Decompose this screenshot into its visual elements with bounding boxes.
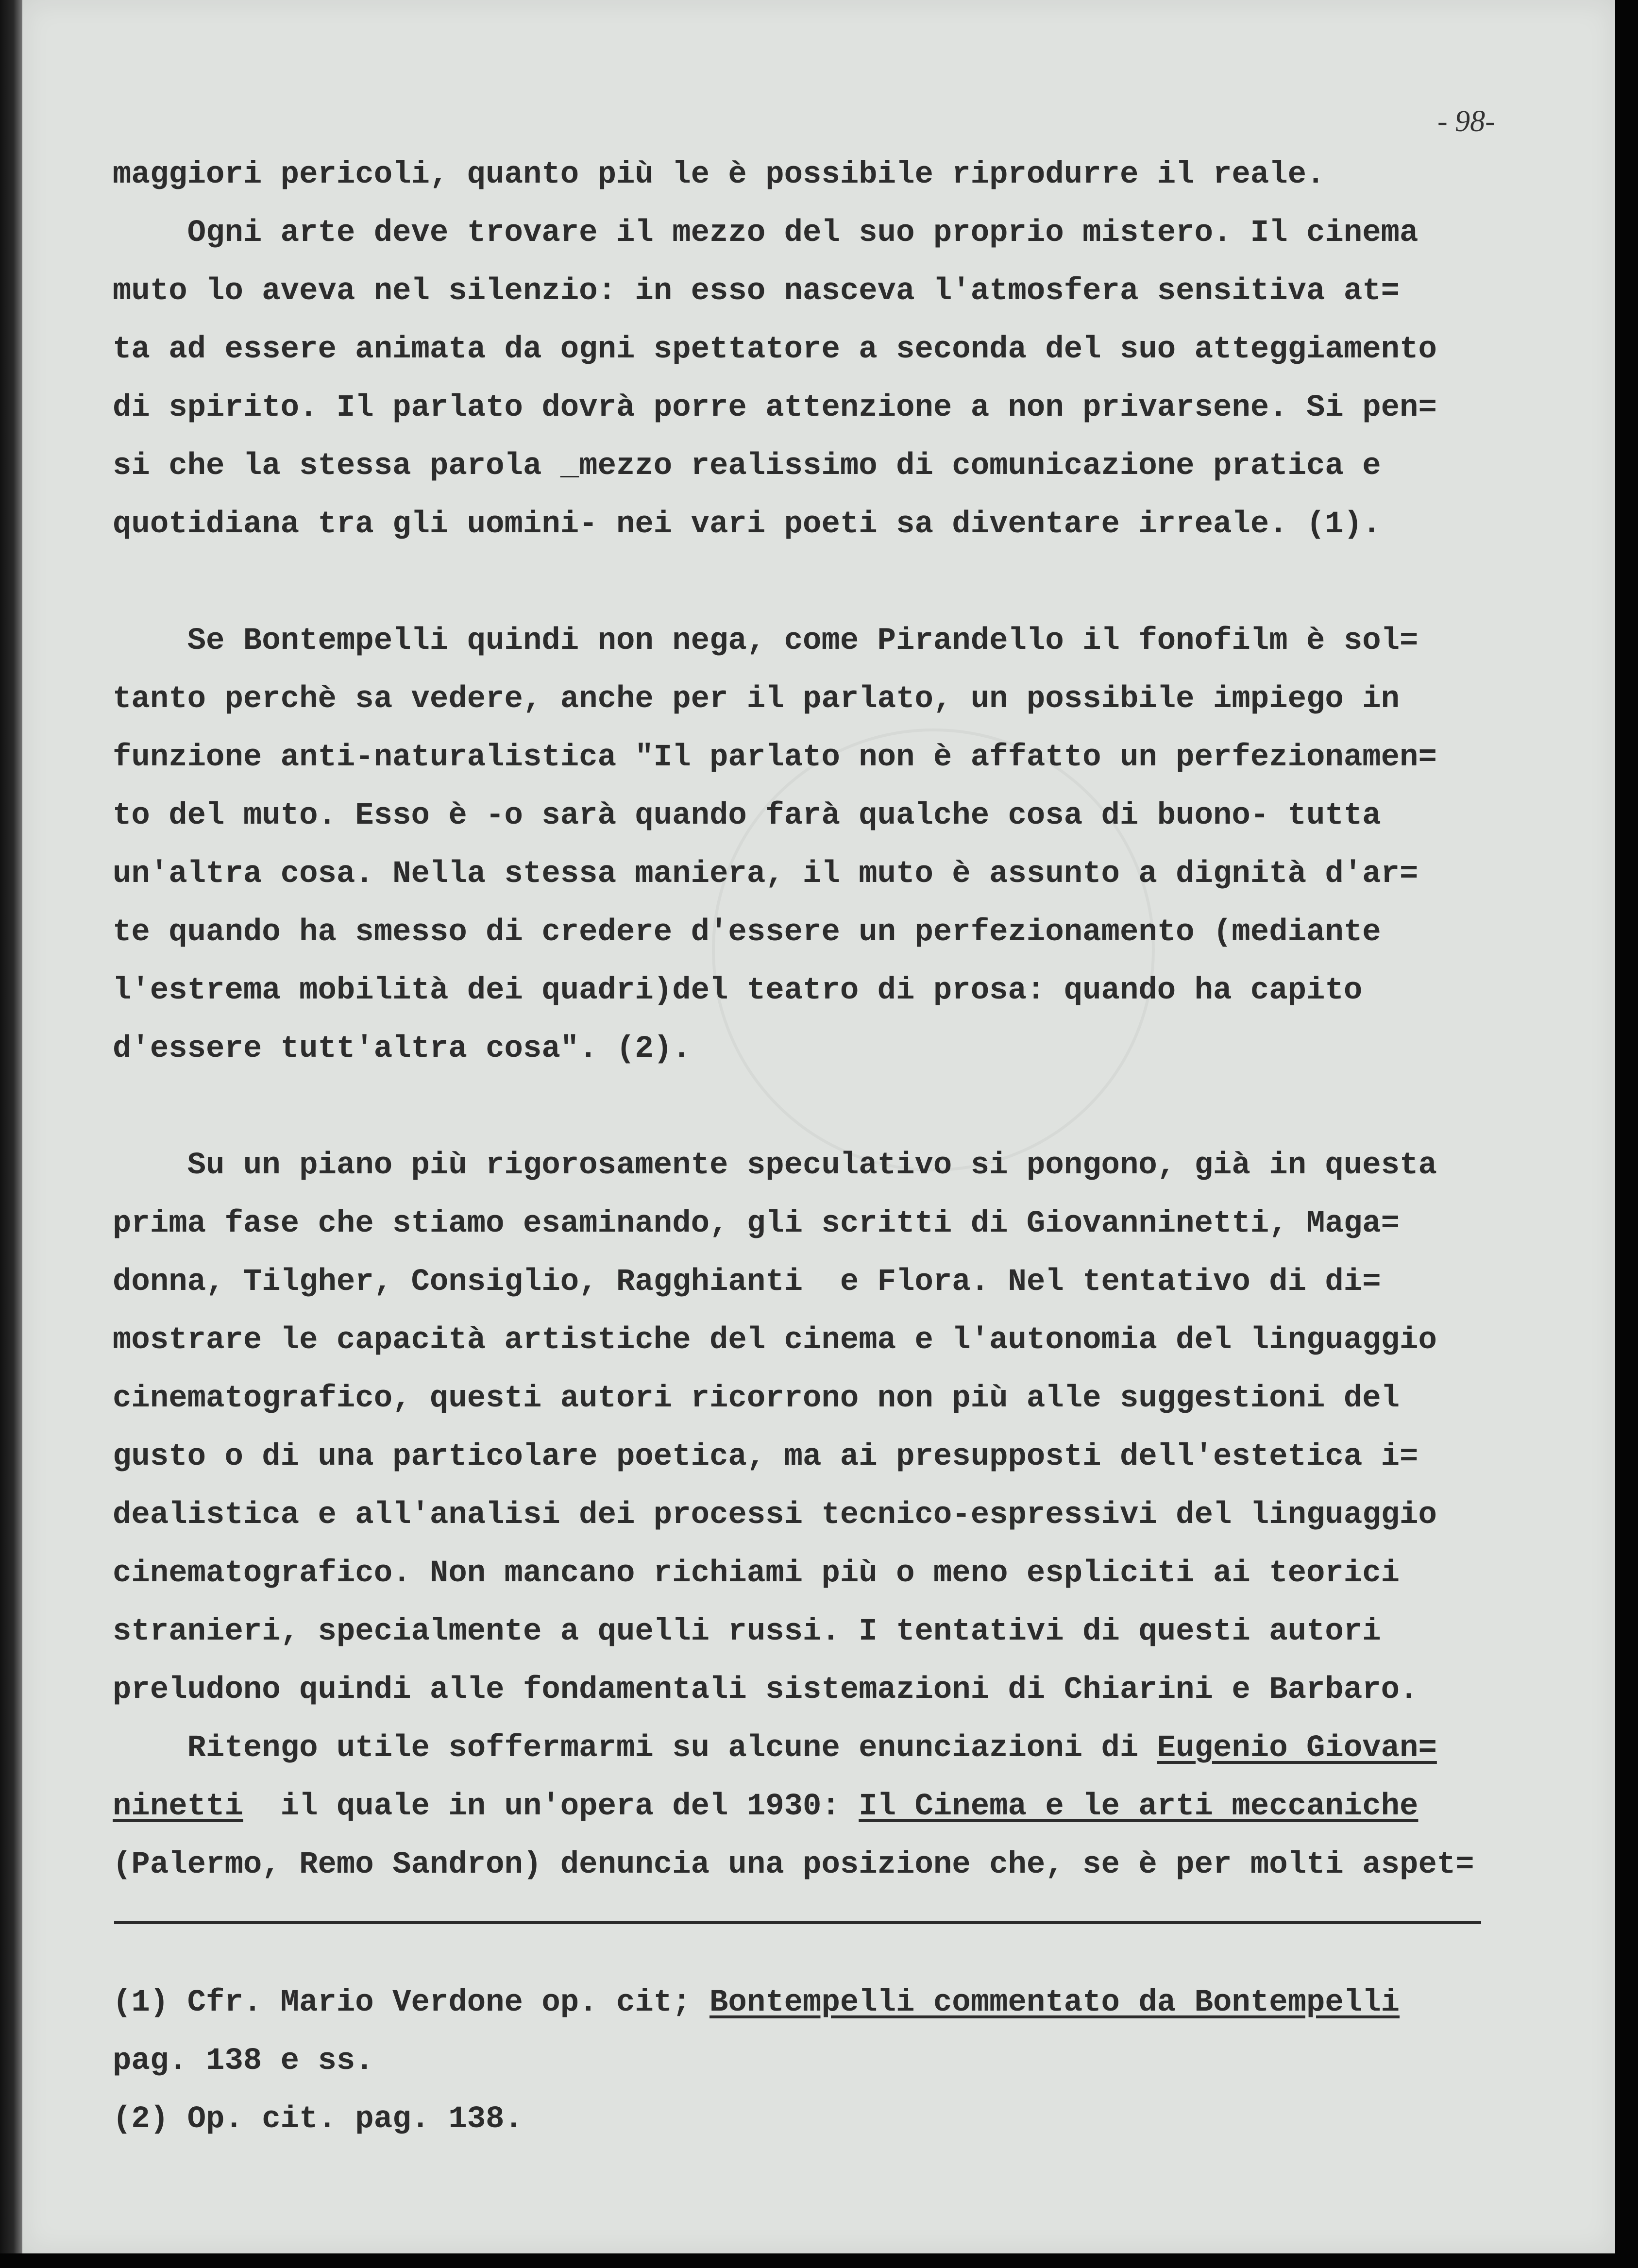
text-line [113, 1311, 1521, 1370]
line-text: di spirito. Il parlato dovrà porre attenzione a non privarsene. Si pen= [113, 390, 1437, 425]
text-line [113, 1544, 1521, 1603]
footnote-separator [114, 1921, 1481, 1924]
scan-bottom-edge [0, 2253, 1638, 2268]
text-line [113, 1486, 1521, 1544]
text-line [113, 1603, 1521, 1661]
text-line [113, 1777, 1521, 1836]
line-text: Ogni arte deve trovare il mezzo del suo proprio mistero. Il cinema [113, 216, 1418, 251]
line-text: Se Bontempelli quindi non nega, come Pirandello il fonofilm è sol= [113, 624, 1418, 659]
text-line [113, 1195, 1521, 1253]
line-text: il quale in un'opera del 1930: [243, 1789, 859, 1824]
scan-left-edge [0, 0, 22, 2268]
line-text: gusto o di una particolare poetica, ma ai presupposti dell'estetica i= [113, 1439, 1418, 1474]
paragraph-gap [113, 1078, 1521, 1136]
line-text: (1) Cfr. Mario Verdone op. cit; [113, 1985, 709, 2020]
line-text: Ritengo utile soffermarmi su alcune enunciazioni di [113, 1731, 1157, 1766]
line-text: Su un piano più rigorosamente speculativo si pongono, già in questa [113, 1148, 1437, 1183]
text-line [113, 1253, 1521, 1311]
underlined-title: Eugenio Giovan= [1157, 1731, 1437, 1766]
text-line [113, 845, 1521, 903]
line-text: maggiori pericoli, quanto più le è possibile riprodurre il reale. [113, 157, 1325, 192]
line-text: ta ad essere animata da ogni spettatore a seconda del suo atteggiamento [113, 332, 1437, 367]
footnote-line [113, 2032, 1521, 2091]
text-line [113, 962, 1521, 1020]
footnote-line [113, 2091, 1521, 2149]
text-line [113, 612, 1521, 670]
text-line [113, 1719, 1521, 1777]
text-line [113, 495, 1521, 554]
text-line [113, 1428, 1521, 1486]
line-text: si che la stessa parola _mezzo realissimo di comunicazione pratica e [113, 449, 1381, 484]
body-text [113, 146, 1521, 1894]
underlined-title: Il Cinema e le arti meccaniche [859, 1789, 1418, 1824]
text-line [113, 321, 1521, 379]
line-text: l'estrema mobilità dei quadri)del teatro di prosa: quando ha capito [113, 973, 1363, 1008]
line-text: cinematografico, questi autori ricorrono non più alle suggestioni del [113, 1381, 1400, 1416]
footnote-line [113, 1974, 1521, 2032]
line-text: tanto perchè sa vedere, anche per il parlato, un possibile impiego in [113, 682, 1400, 717]
text-line [113, 787, 1521, 845]
line-text: te quando ha smesso di credere d'essere un perfezionamento (mediante [113, 915, 1381, 950]
text-line [113, 1136, 1521, 1195]
line-text: cinematografico. Non mancano richiami più o meno espliciti ai teorici [113, 1556, 1400, 1591]
paragraph-gap [113, 554, 1521, 612]
text-line [113, 670, 1521, 728]
line-text: dealistica e all'analisi dei processi tecnico-espressivi del linguaggio [113, 1498, 1437, 1533]
line-text: to del muto. Esso è -o sarà quando farà qualche cosa di buono- tutta [113, 798, 1381, 833]
line-text: prima fase che stiamo esaminando, gli scritti di Giovanninetti, Maga= [113, 1206, 1400, 1241]
page-number: - 98- [1437, 105, 1495, 138]
line-text: donna, Tilgher, Consiglio, Ragghianti e Flora. Nel tentativo di di= [113, 1265, 1381, 1300]
line-text: d'essere tutt'altra cosa". (2). [113, 1032, 691, 1066]
text-line [113, 728, 1521, 787]
text-line [113, 903, 1521, 962]
line-text: un'altra cosa. Nella stessa maniera, il muto è assunto a dignità d'ar= [113, 857, 1418, 892]
line-text: mostrare le capacità artistiche del cinema e l'autonomia del linguaggio [113, 1323, 1437, 1358]
scan-right-edge [1615, 0, 1638, 2268]
line-text: pag. 138 e ss. [113, 2044, 374, 2079]
text-line [113, 1020, 1521, 1078]
underlined-title: Bontempelli commentato da Bontempelli [709, 1985, 1400, 2020]
text-line [113, 379, 1521, 437]
line-text: quotidiana tra gli uomini- nei vari poeti sa diventare irreale. (1). [113, 507, 1381, 542]
line-text: (Palermo, Remo Sandron) denuncia una posizione che, se è per molti aspet= [113, 1847, 1474, 1882]
text-line [113, 204, 1521, 262]
line-text: (2) Op. cit. pag. 138. [113, 2102, 523, 2137]
line-text: stranieri, specialmente a quelli russi. I tentativi di questi autori [113, 1614, 1381, 1649]
underlined-title: ninetti [113, 1789, 243, 1824]
text-line [113, 1661, 1521, 1719]
text-line [113, 437, 1521, 495]
text-line [113, 1836, 1521, 1894]
footnotes [113, 1974, 1521, 2149]
line-text: funzione anti-naturalistica "Il parlato non è affatto un perfezionamen= [113, 740, 1437, 775]
text-line [113, 1370, 1521, 1428]
text-line [113, 146, 1521, 204]
text-line [113, 262, 1521, 321]
line-text: preludono quindi alle fondamentali sistemazioni di Chiarini e Barbaro. [113, 1673, 1418, 1708]
line-text: muto lo aveva nel silenzio: in esso nasceva l'atmosfera sensitiva at= [113, 274, 1400, 309]
